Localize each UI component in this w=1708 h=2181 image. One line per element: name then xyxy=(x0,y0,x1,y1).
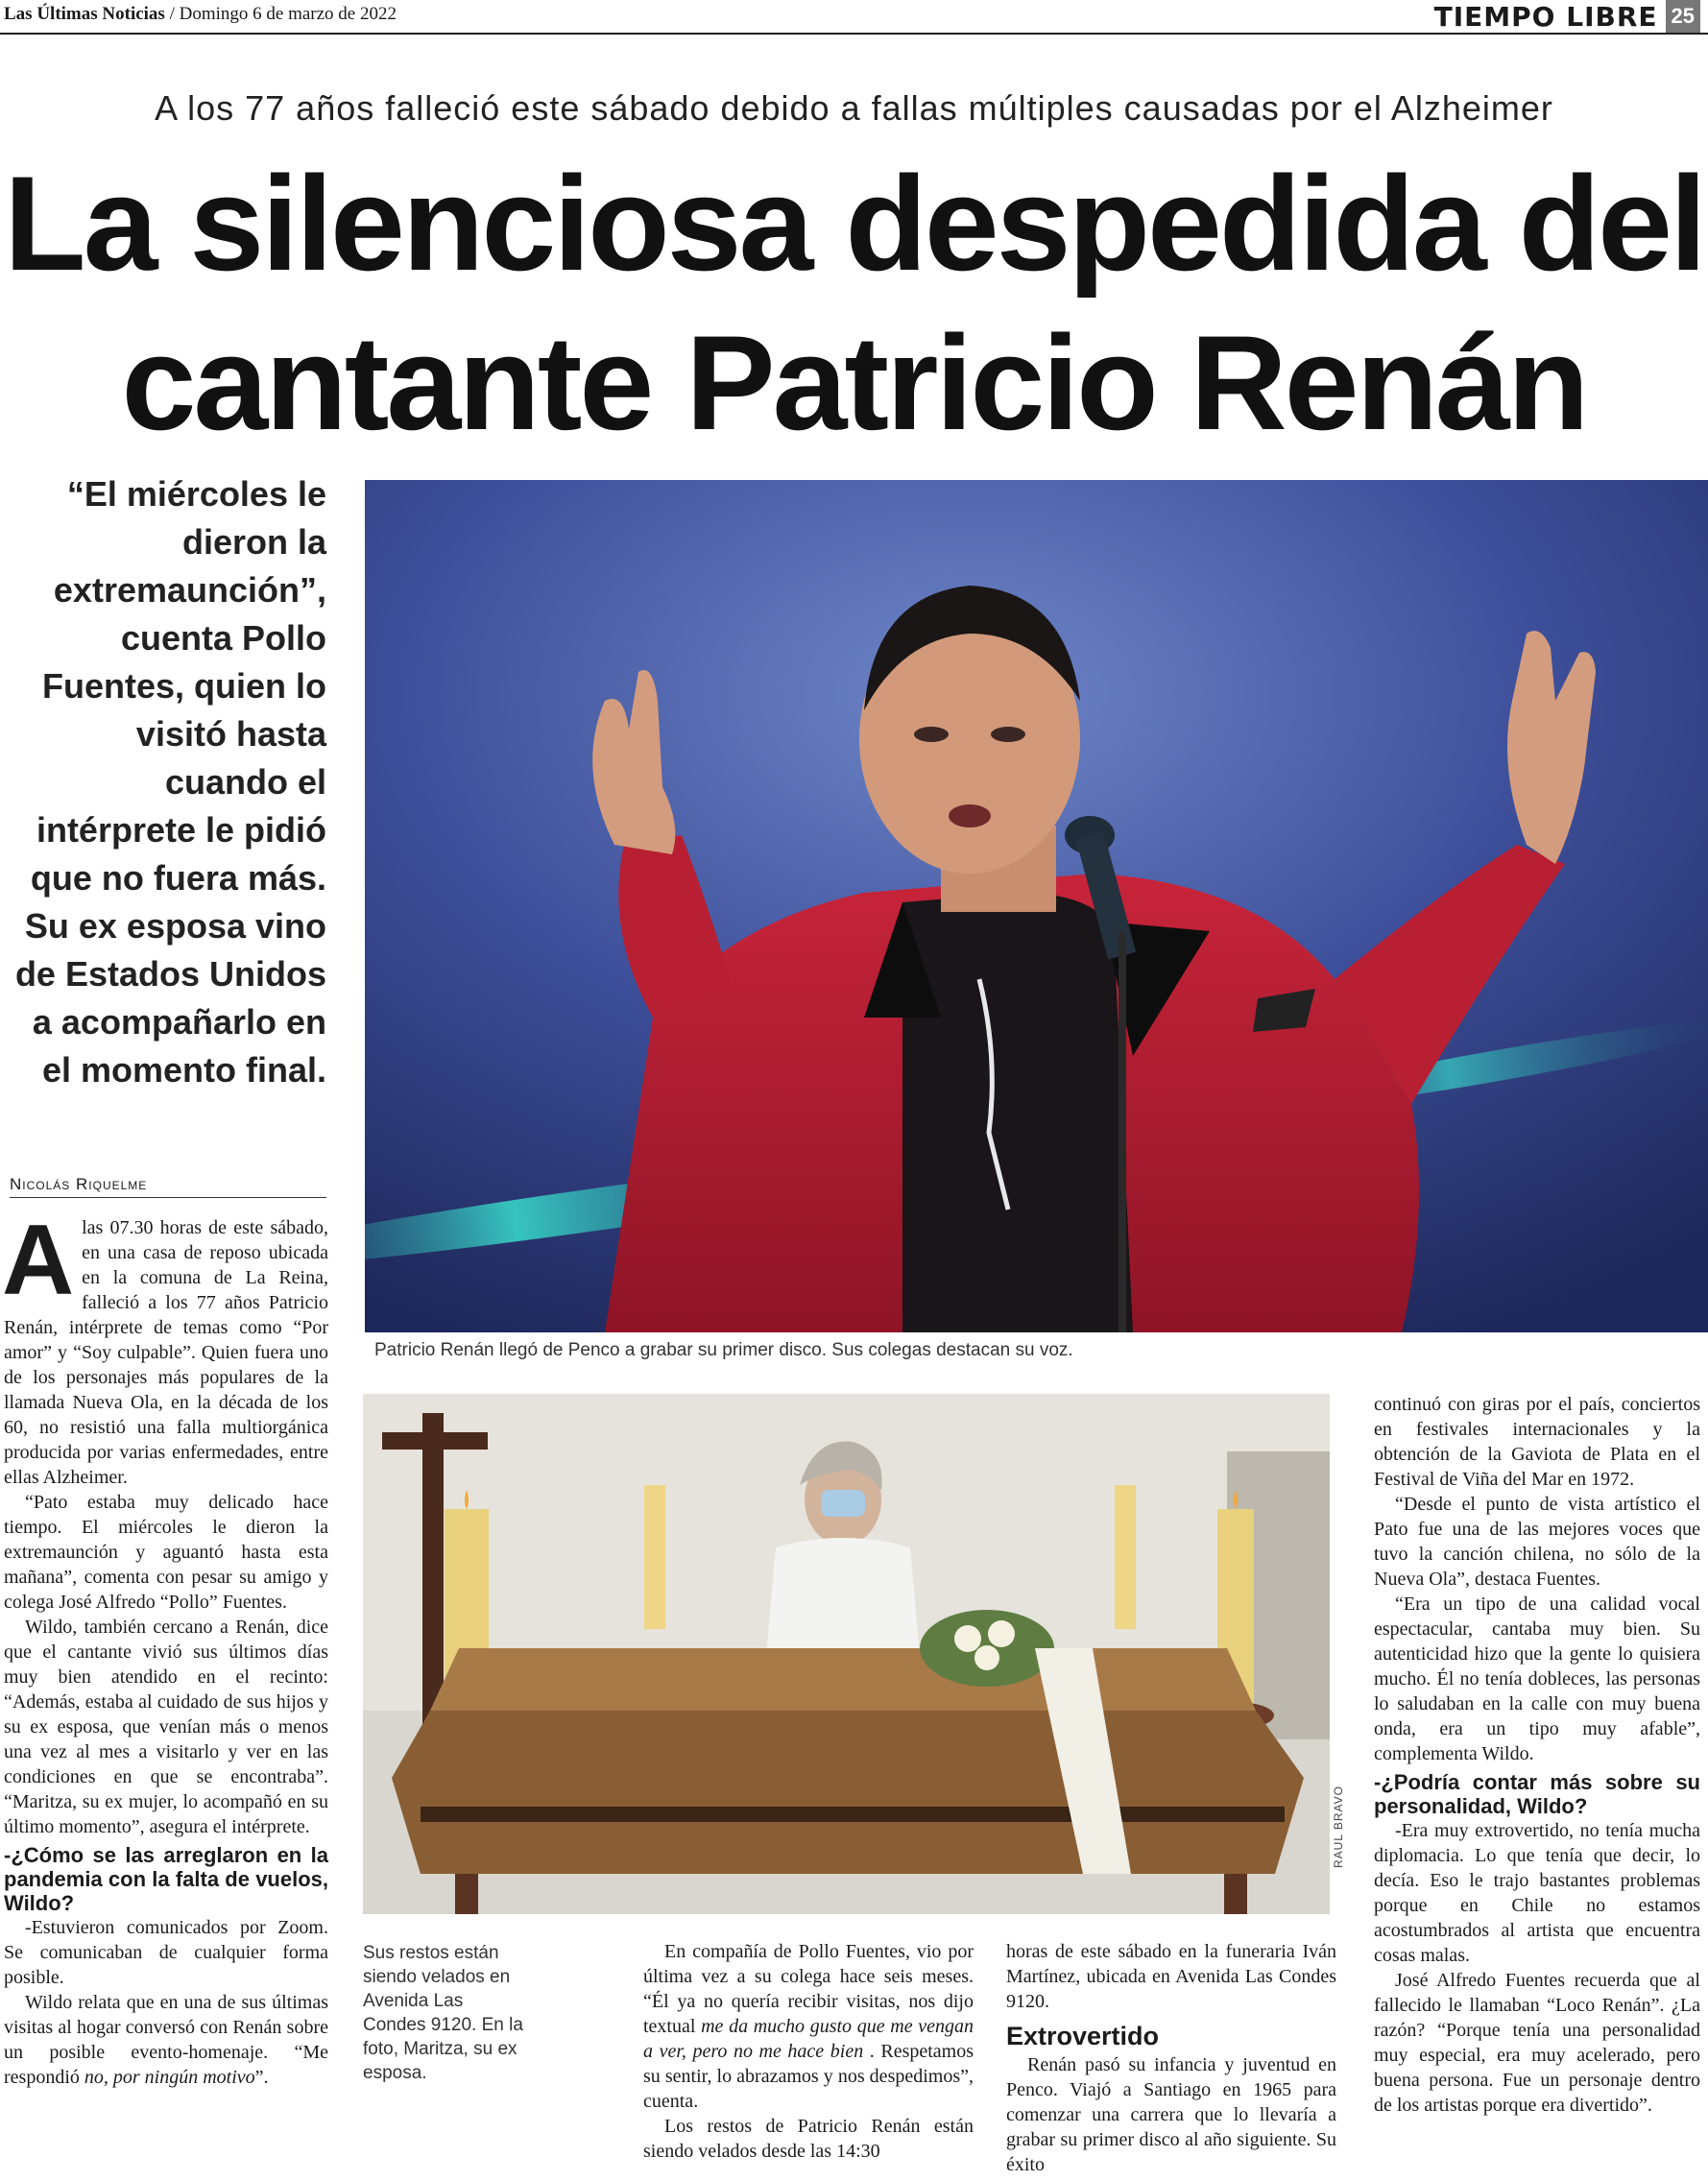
subheading: Extrovertido xyxy=(1006,2022,1160,2050)
paragraph: “Pato estaba muy delicado hace tiempo. El miércoles le dieron la extremaunción y aguantó hasta esta mañana”, comenta con pesar su amigo y colega José Alfredo “Pollo” Fuentes. xyxy=(4,1492,328,1613)
headline-line-1: La silenciosa despedida del xyxy=(4,148,1704,299)
main-photo-singer xyxy=(365,480,1708,1332)
paragraph: continuó con giras por el país, conciertos en festivales internacionales y la obtención de la Gaviota de Plata en el Festival de Viña del Mar en 1972. xyxy=(1374,1394,1700,1490)
page-number: 25 xyxy=(1666,0,1700,33)
paragraph: horas de este sábado en la funeraria Iván Martínez, ubicada en Avenida Las Condes 9120. xyxy=(1006,1941,1336,2012)
paragraph: Renán pasó su infancia y juventud en Penco. Viajó a Santiago en 1965 para comenzar una carrera que lo llevaría a grabar su primer disco al año siguiente. Su éxito xyxy=(1006,2054,1336,2175)
coffin-photo xyxy=(363,1394,1330,1914)
paragraph: Los restos de Patricio Renán están siendo velados desde las 14:30 xyxy=(643,2116,974,2162)
paragraph: “Era un tipo de una calidad vocal espectacular, cantaba muy bien. Su autenticidad hizo que la gente lo quisiera mucho. Él no tenía dobleces, las personas lo saludaban en la calle con muy buena onda, era un tipo muy afable”, complementa Wildo. xyxy=(1374,1594,1700,1764)
singer-photo-illustration xyxy=(365,480,1708,1332)
pull-quote: “El miércoles le dieron la extremaunción”, cuenta Pollo Fuentes, quien lo visitó hasta cuando el intérprete le pidió que no fuera más. Su ex esposa vino de Estados Unidos a acompañarlo en el momento final. xyxy=(14,474,326,1090)
issue-date: Domingo 6 de marzo de 2022 xyxy=(179,4,397,24)
headline-line-2: cantante Patricio Renán xyxy=(121,307,1587,458)
section-name: TIEMPO LIBRE xyxy=(1433,0,1658,33)
article-column-3 xyxy=(1006,1939,1336,2177)
paragraph xyxy=(4,1990,328,2090)
article-column-4 xyxy=(1374,1392,1700,2118)
italic-quote: no, por ningún motivo xyxy=(84,2067,255,2088)
paragraph: las 07.30 horas de este sábado, en una casa de reposo ubicada en la comuna de La Reina, falleció a los 77 años Patricio Renán, intérprete de temas como “Por amor” y “Soy culpable”. Quien fuera uno de los personajes más populares de la llamada Nueva Ola, en la década de los 60, no resistió una falla multiorgánica producida por varias enfermedades, entre ellas Alzheimer. xyxy=(4,1217,328,1488)
photo-credit: RAUL BRAVO xyxy=(1332,1786,1345,1869)
publication-name: Las Últimas Noticias xyxy=(4,4,165,24)
coffin-photo-caption: Sus restos están siendo velados en Avenida Las Condes 9120. En la foto, Maritza, su ex esposa. xyxy=(363,1943,523,2083)
text-run: . Respetamos su sentir, lo abrazamos y nos despedimos”, cuenta. xyxy=(643,2041,974,2112)
interview-question: -¿Podría contar más sobre su personalidad, Wildo? xyxy=(1374,1770,1700,1818)
article-column-2 xyxy=(643,1939,974,2164)
paragraph: Wildo, también cercano a Renán, dice que el cantante vivió sus últimos días muy bien atendido en el recinto: “Además, estaba al cuidado de sus hijos y su ex esposa, que venían más o menos una vez al mes a visitarlo y ver en las condiciones en que se encontraba”. “Maritza, su ex mujer, lo acompañó en su último momento”, asegura el intérprete. xyxy=(4,1617,328,1837)
section-header xyxy=(1434,0,1700,33)
wake-photo-illustration xyxy=(363,1394,1330,1914)
page-header xyxy=(4,4,397,25)
paragraph xyxy=(643,1939,974,2114)
paragraph: “Desde el punto de vista artístico el Pato fue una de las mejores voces que tuvo la canción chilena, no sólo de la Nueva Ola”, destaca Fuentes. xyxy=(1374,1494,1700,1590)
article-column-1 xyxy=(2,1205,328,2090)
text-run: Wildo relata que en una de sus últimas visitas al hogar conversó con Renán sobre un posible evento-homenaje. “Me respondió xyxy=(4,1992,328,2088)
byline: Nicolás Riquelme xyxy=(10,1175,326,1198)
paragraph: José Alfredo Fuentes recuerda que al fallecido le llamaban “Loco Renán”. ¿La razón? “Porque tenía una personalidad muy especial, era muy acelerado, pero buena persona. Fue un personaje dentro de los artistas porque era divertido”. xyxy=(1374,1970,1700,2116)
text-run: En compañía de Pollo Fuentes, vio por última vez a su colega hace seis meses. “Él ya no quería recibir visitas, nos dijo textual xyxy=(643,1941,974,2037)
kicker: A los 77 años falleció este sábado debido a fallas múltiples causadas por el Alzheimer xyxy=(155,88,1553,128)
headline xyxy=(0,144,1708,463)
interview-question: -¿Cómo se las arreglaron en la pandemia con la falta de vuelos, Wildo? xyxy=(4,1843,328,1915)
main-photo-caption: Patricio Renán llegó de Penco a grabar su primer disco. Sus colegas destacan su voz. xyxy=(374,1340,1073,1360)
header-rule xyxy=(0,33,1708,35)
header-separator: / xyxy=(164,4,180,24)
text-run: ”. xyxy=(254,2067,269,2088)
paragraph: -Era muy extrovertido, no tenía mucha diplomacia. Lo que tenía que decir, lo decía. Eso le trajo bastantes problemas porque en Chile no estamos acostumbrados al artista que encuentra cosas malas. xyxy=(1374,1820,1700,1966)
italic-quote: me da mucho gusto que me vengan a ver, pero no me hace bien xyxy=(643,2016,974,2062)
paragraph: -Estuvieron comunicados por Zoom. Se comunicaban de cualquier forma posible. xyxy=(4,1917,328,1988)
drop-cap: A xyxy=(2,1205,75,1316)
